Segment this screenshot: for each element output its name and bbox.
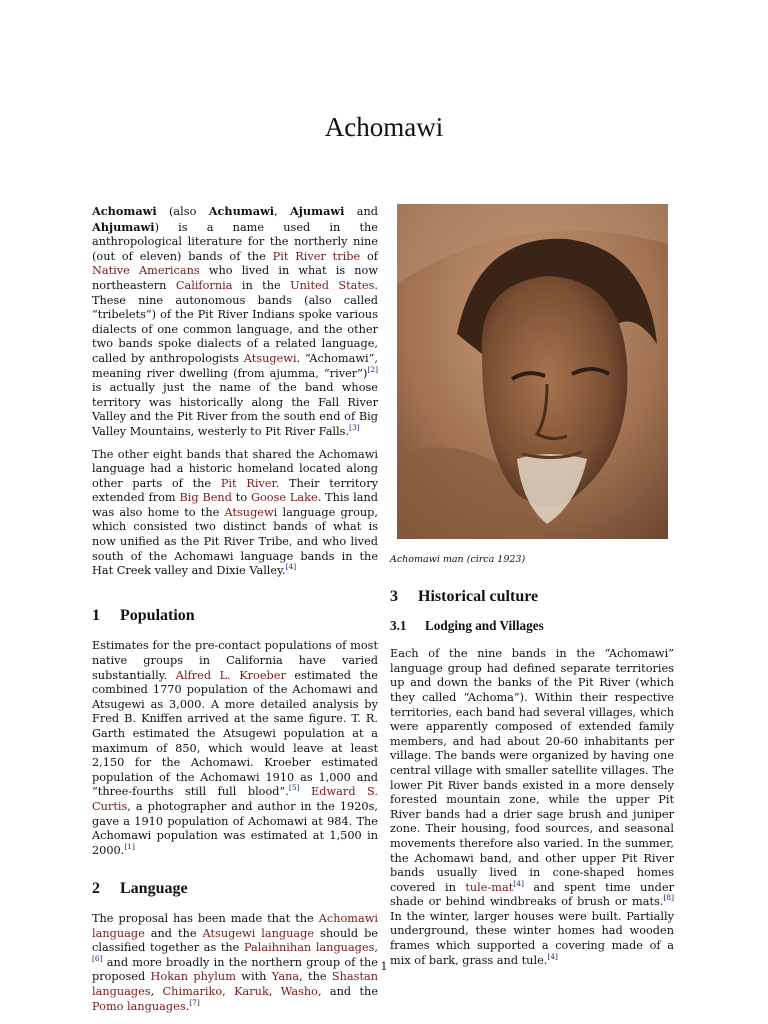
wiki-link[interactable]: Alfred L. Kroeber xyxy=(175,668,286,682)
wiki-link[interactable]: Achomawi language xyxy=(92,911,378,940)
wiki-link[interactable]: tule-mat xyxy=(465,880,514,894)
wiki-link[interactable]: California xyxy=(175,278,233,292)
wiki-link[interactable]: Atsugewi xyxy=(224,505,278,519)
text-run: The proposal has been made that the xyxy=(92,911,319,925)
section-heading-language xyxy=(92,882,378,897)
text-run: . “Achomawi”, meaning river dwelling (from ajumma, “river”) xyxy=(92,351,378,380)
page-number: 1 xyxy=(380,960,388,973)
wiki-link[interactable]: Big Bend xyxy=(179,491,232,505)
text-run: , and the xyxy=(318,984,379,998)
text-run: Estimates for the pre-contact populations of most native groups in California have varied substantially. xyxy=(92,639,378,682)
wiki-link[interactable]: Goose Lake xyxy=(250,491,318,505)
text-run: . xyxy=(185,999,190,1013)
wiki-link[interactable]: Washo xyxy=(280,984,318,998)
text-run: and more broadly in the northern group of the proposed xyxy=(92,955,378,984)
photo-caption: Achomawi man (circa 1923) xyxy=(390,554,526,565)
text-run: is actually just the name of the band whose territory was historically along the Fall River Valley and the Pit River from the south end of Big Valley Mountains, westerly to Pit River Falls. xyxy=(92,381,378,438)
wiki-link[interactable]: Atsugewi language xyxy=(202,926,315,940)
text-run: estimated the combined 1770 population of the Achomawi and Atsugewi as 3,000. A more detailed analysis by Fred B. Kniffen arrived at the same figure. T. R. Garth estimated the Atsugewi population at a maximum of 850, which would leave at least 2,150 for the Achomawi. Kroeber estimated population of the Achomawi 1910 as 1,000 and “three-fourths still full blood”. xyxy=(92,668,378,799)
portrait-illustration xyxy=(397,204,668,539)
citation-ref[interactable]: [4] xyxy=(285,562,297,572)
text-run: with xyxy=(235,970,272,984)
text-run: (also xyxy=(156,205,209,218)
lodging-paragraph xyxy=(390,647,674,968)
text-run: should be classified together as the xyxy=(92,926,378,955)
subsection-title: Lodging and Villages xyxy=(425,617,544,633)
section-title: Language xyxy=(120,880,188,898)
text-run: . These nine autonomous bands (also called “tribelets”) of the Pit River Indians spoke various dialects of one common language, and the other two bands spoke dialects of a related language, called by anthropologists xyxy=(92,278,378,365)
citation-ref[interactable]: [4] xyxy=(513,878,524,888)
wiki-link[interactable]: Shastan languages xyxy=(92,970,379,998)
text-run: . This land was also home to the xyxy=(92,491,379,519)
wiki-link[interactable]: Native Americans xyxy=(92,264,200,278)
left-column xyxy=(92,204,378,1022)
citation-ref[interactable]: [3] xyxy=(349,423,360,433)
section-title: Population xyxy=(120,606,195,624)
wiki-link[interactable]: Atsugewi xyxy=(243,351,297,365)
text-run: to xyxy=(231,491,251,505)
citation-ref[interactable]: [4] xyxy=(547,951,558,961)
citation-ref[interactable]: [7] xyxy=(189,997,200,1007)
bold-term: Achomawi xyxy=(92,204,157,218)
text-run: . Their territory extended from xyxy=(92,476,378,505)
citation-ref[interactable]: [6] xyxy=(92,953,103,963)
citation-ref[interactable]: [8] xyxy=(663,893,674,903)
section-number: 2 xyxy=(92,880,100,898)
section-heading-population xyxy=(92,606,378,624)
text-run: who lived in what is now northeastern xyxy=(92,264,378,292)
population-paragraph xyxy=(92,639,378,858)
text-run: , xyxy=(274,205,291,218)
text-run xyxy=(300,785,312,798)
intro-paragraph-2 xyxy=(92,448,378,579)
text-run: in the xyxy=(232,278,291,292)
section-heading-historical-culture xyxy=(390,590,674,605)
text-run: In the winter, larger houses were built. Partially underground, these winter homes had wooden frames which supported a covering made of a mix of bark, grass and tule. xyxy=(390,909,674,967)
text-run: , a photographer and author in the 1920s, gave a 1910 population of Achomawi at 984. The Achomawi population was estimated at 1,500 in 2000. xyxy=(92,799,378,857)
citation-ref[interactable]: [5] xyxy=(288,783,300,793)
text-run: ) is a name used in the anthropological literature for the northerly nine (out of eleven) bands of the xyxy=(92,220,378,263)
wiki-link[interactable]: Palaihnihan languages xyxy=(243,941,375,955)
text-run: Each of the nine bands in the “Achomawi” language group had defined separate territories up and down the banks of the Pit River (which they called “Achoma”). Within their respective territories, each band had several villages, which were apparently composed of extended family members, and had about 20-60 inhabitants per village. The bands were organized by having one central village with smaller satellite villages. The lower Pit River bands existed in a more densely forested mountain zone, while the upper Pit River bands had a drier sage brush and juniper zone. Their housing, food sources, and seasonal movements therefore also varied. In the summer, the Achomawi band, and other upper Pit River bands usually lived in cone-shaped homes covered in xyxy=(390,647,674,894)
wiki-link[interactable]: Pomo languages xyxy=(92,999,186,1013)
text-run: and the xyxy=(144,926,203,940)
section-title: Historical culture xyxy=(418,588,539,605)
wiki-link[interactable]: Edward S. Curtis xyxy=(92,785,378,813)
subsection-heading-lodging xyxy=(390,619,674,634)
subsection-number: 3.1 xyxy=(390,617,407,633)
text-run: and spent time under shade or behind windbreaks of brush or mats. xyxy=(390,880,674,909)
page-title: Achomawi xyxy=(324,112,444,142)
intro-paragraph-1 xyxy=(92,204,378,440)
text-run: and xyxy=(344,205,378,218)
citation-ref[interactable]: [1] xyxy=(124,841,135,851)
text-run: language group, which consisted two distinct bands of what is now unified as the Pit River Tribe, and who lived south of the Achomawi language bands in the Hat Creek valley and Dixie Valley. xyxy=(92,505,379,578)
wiki-link[interactable]: Pit River tribe xyxy=(272,249,361,263)
bold-term: Ajumawi xyxy=(290,204,345,218)
wiki-link[interactable]: Chimariko xyxy=(162,984,223,998)
wiki-link[interactable]: Yana xyxy=(271,970,300,984)
section-number: 1 xyxy=(92,606,100,624)
text-run: The other eight bands that shared the Achomawi language had a historic homeland located along other parts of the xyxy=(92,447,378,490)
text-run: , xyxy=(222,984,235,998)
text-run: , xyxy=(150,984,163,998)
wiki-link[interactable]: United States xyxy=(290,278,375,292)
bold-term: Achumawi xyxy=(208,204,275,218)
text-run: , xyxy=(268,984,281,998)
bold-term: Ahjumawi xyxy=(92,219,155,234)
right-column xyxy=(390,590,674,976)
text-run: , the xyxy=(299,970,332,984)
wiki-link[interactable]: Karuk xyxy=(234,984,269,998)
citation-ref[interactable]: [2] xyxy=(367,364,378,374)
text-run: of xyxy=(360,249,378,263)
text-run: , xyxy=(374,941,378,955)
wiki-link[interactable]: Hokan phylum xyxy=(150,970,236,984)
wiki-link[interactable]: Pit River xyxy=(220,476,276,490)
portrait-photo xyxy=(397,204,668,539)
section-number: 3 xyxy=(390,588,398,605)
